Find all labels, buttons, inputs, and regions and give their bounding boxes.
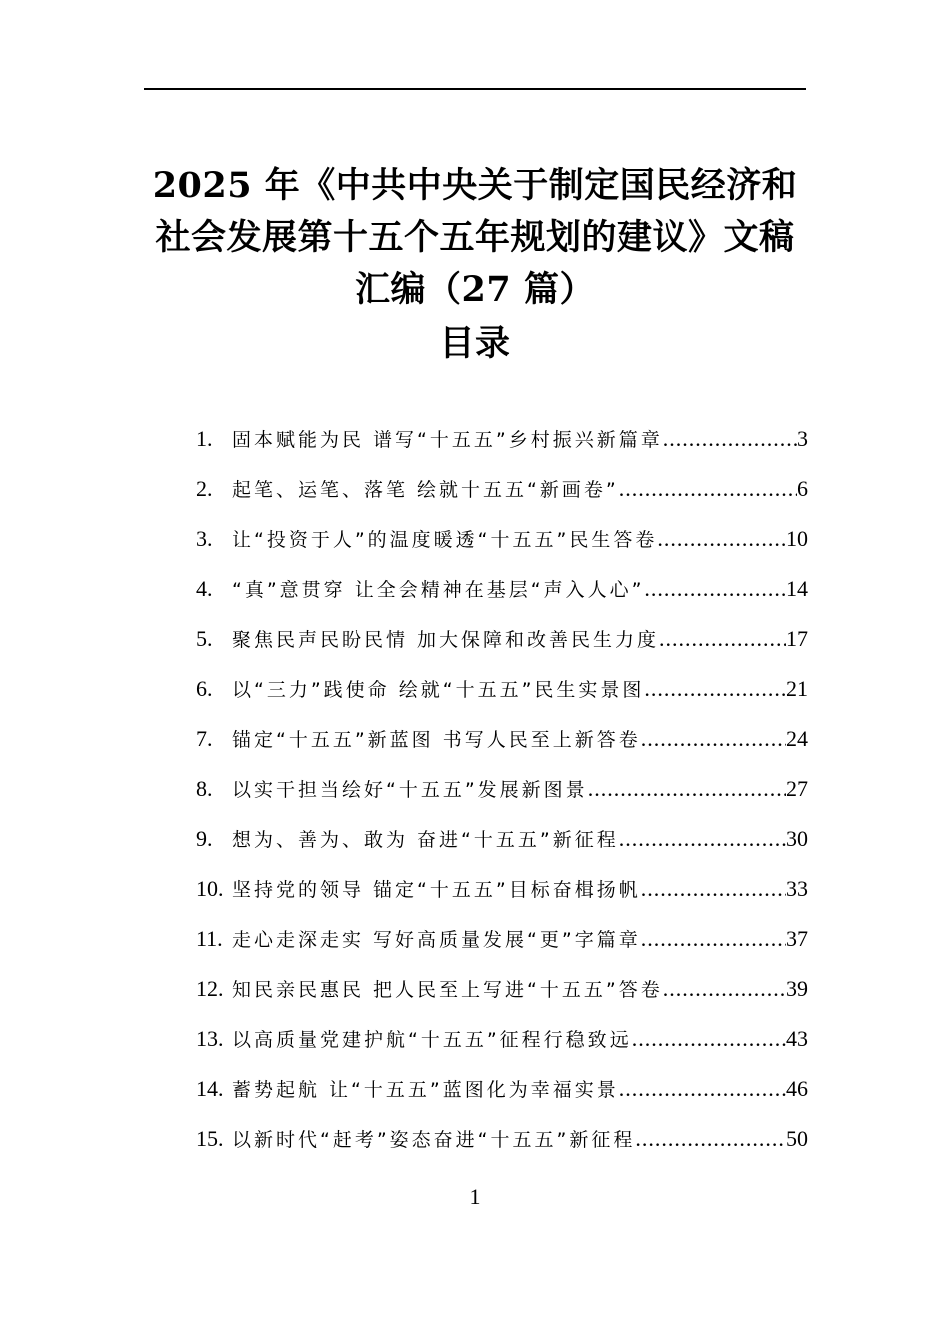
toc-entry[interactable]	[196, 664, 808, 714]
toc-dot-leader	[663, 414, 797, 464]
toc-dot-leader	[663, 964, 786, 1014]
toc-entry-title: 让“投资于人”的温度暖透“十五五”民生答卷	[232, 529, 658, 551]
toc-entry-number: 7.	[196, 726, 213, 751]
toc-entry-title: 以新时代“赶考”姿态奋进“十五五”新征程	[232, 1129, 636, 1151]
toc-entry[interactable]	[196, 414, 808, 464]
toc-entry-title: 想为、善为、敢为 奋进“十五五”新征程	[232, 829, 619, 851]
toc-dot-leader	[659, 614, 786, 664]
toc-dot-leader	[641, 714, 786, 764]
toc-entry[interactable]	[196, 464, 808, 514]
toc-entry-title: 以“三力”践使命 绘就“十五五”民生实景图	[232, 679, 645, 701]
toc-entry-title: 蓄势起航 让“十五五”蓝图化为幸福实景	[232, 1079, 619, 1101]
table-of-contents	[196, 414, 808, 1164]
toc-entry-number: 3.	[196, 526, 213, 551]
toc-entry-number: 13.	[196, 1026, 224, 1051]
toc-heading: 目录	[439, 323, 511, 364]
toc-entry[interactable]	[196, 614, 808, 664]
title-line-2: 社会发展第十五个五年规划的建议》文稿	[155, 217, 795, 258]
toc-entry[interactable]	[196, 1014, 808, 1064]
toc-entry-title: 以高质量党建护航“十五五”征程行稳致远	[232, 1029, 632, 1051]
title-line-3: 汇编（27 篇）	[355, 269, 595, 310]
toc-entry-title: 固本赋能为民 谱写“十五五”乡村振兴新篇章	[232, 429, 663, 451]
toc-entry-title: “真”意贯穿 让全会精神在基层“声入人心”	[232, 579, 645, 601]
toc-entry-number: 11.	[196, 926, 223, 951]
toc-entry[interactable]	[196, 714, 808, 764]
toc-entry[interactable]	[196, 964, 808, 1014]
toc-dot-leader	[619, 814, 786, 864]
toc-entry-title: 锚定“十五五”新蓝图 书写人民至上新答卷	[232, 729, 641, 751]
toc-dot-leader	[641, 914, 786, 964]
toc-entry-page: 30	[786, 826, 808, 851]
toc-entry-page: 3	[797, 426, 808, 451]
toc-entry[interactable]	[196, 514, 808, 564]
toc-entry-page: 50	[786, 1126, 808, 1151]
toc-dot-leader	[644, 664, 786, 714]
toc-dot-leader	[657, 514, 786, 564]
toc-entry-number: 8.	[196, 776, 213, 801]
toc-entry-page: 6	[797, 476, 808, 501]
toc-dot-leader	[632, 1014, 786, 1064]
toc-entry-number: 1.	[196, 426, 213, 451]
toc-entry-title: 知民亲民惠民 把人民至上写进“十五五”答卷	[232, 979, 663, 1001]
toc-entry-page: 46	[786, 1076, 808, 1101]
toc-entry-page: 27	[786, 776, 808, 801]
toc-entry-page: 10	[786, 526, 808, 551]
toc-entry-page: 17	[786, 626, 808, 651]
page-number: 1	[469, 1184, 481, 1209]
toc-dot-leader	[588, 764, 786, 814]
toc-entry[interactable]	[196, 564, 808, 614]
header-rule	[144, 88, 806, 90]
toc-entry-title: 聚焦民声民盼民情 加大保障和改善民生力度	[232, 629, 660, 651]
toc-entry-page: 24	[786, 726, 808, 751]
toc-entry-page: 39	[786, 976, 808, 1001]
toc-entry-number: 6.	[196, 676, 213, 701]
toc-entry-page: 33	[786, 876, 808, 901]
toc-entry-number: 5.	[196, 626, 213, 651]
toc-entry-number: 12.	[196, 976, 224, 1001]
toc-entry[interactable]	[196, 814, 808, 864]
toc-entry-number: 10.	[196, 876, 224, 901]
document-title	[120, 160, 830, 370]
toc-entry-number: 2.	[196, 476, 213, 501]
title-line-1: 2025 年《中共中央关于制定国民经济和	[152, 165, 798, 206]
toc-entry-title: 走心走深走实 写好高质量发展“更”字篇章	[232, 929, 641, 951]
toc-entry-page: 43	[786, 1026, 808, 1051]
toc-entry-title: 起笔、运笔、落笔 绘就十五五“新画卷”	[232, 479, 619, 501]
toc-dot-leader	[635, 1114, 786, 1164]
toc-dot-leader	[619, 464, 797, 514]
toc-dot-leader	[641, 864, 786, 914]
toc-entry[interactable]	[196, 1114, 808, 1164]
toc-entry[interactable]	[196, 864, 808, 914]
toc-entry-title: 坚持党的领导 锚定“十五五”目标奋楫扬帆	[232, 879, 641, 901]
toc-entry-number: 14.	[196, 1076, 224, 1101]
toc-entry-number: 4.	[196, 576, 213, 601]
toc-entry-title: 以实干担当绘好“十五五”发展新图景	[232, 779, 588, 801]
toc-entry-number: 9.	[196, 826, 213, 851]
toc-entry-number: 15.	[196, 1126, 224, 1151]
toc-dot-leader	[619, 1064, 786, 1114]
toc-entry[interactable]	[196, 764, 808, 814]
toc-entry-page: 21	[786, 676, 808, 701]
toc-entry[interactable]	[196, 914, 808, 964]
toc-entry-page: 37	[786, 926, 808, 951]
toc-entry[interactable]	[196, 1064, 808, 1114]
toc-entry-page: 14	[786, 576, 808, 601]
toc-dot-leader	[644, 564, 786, 614]
